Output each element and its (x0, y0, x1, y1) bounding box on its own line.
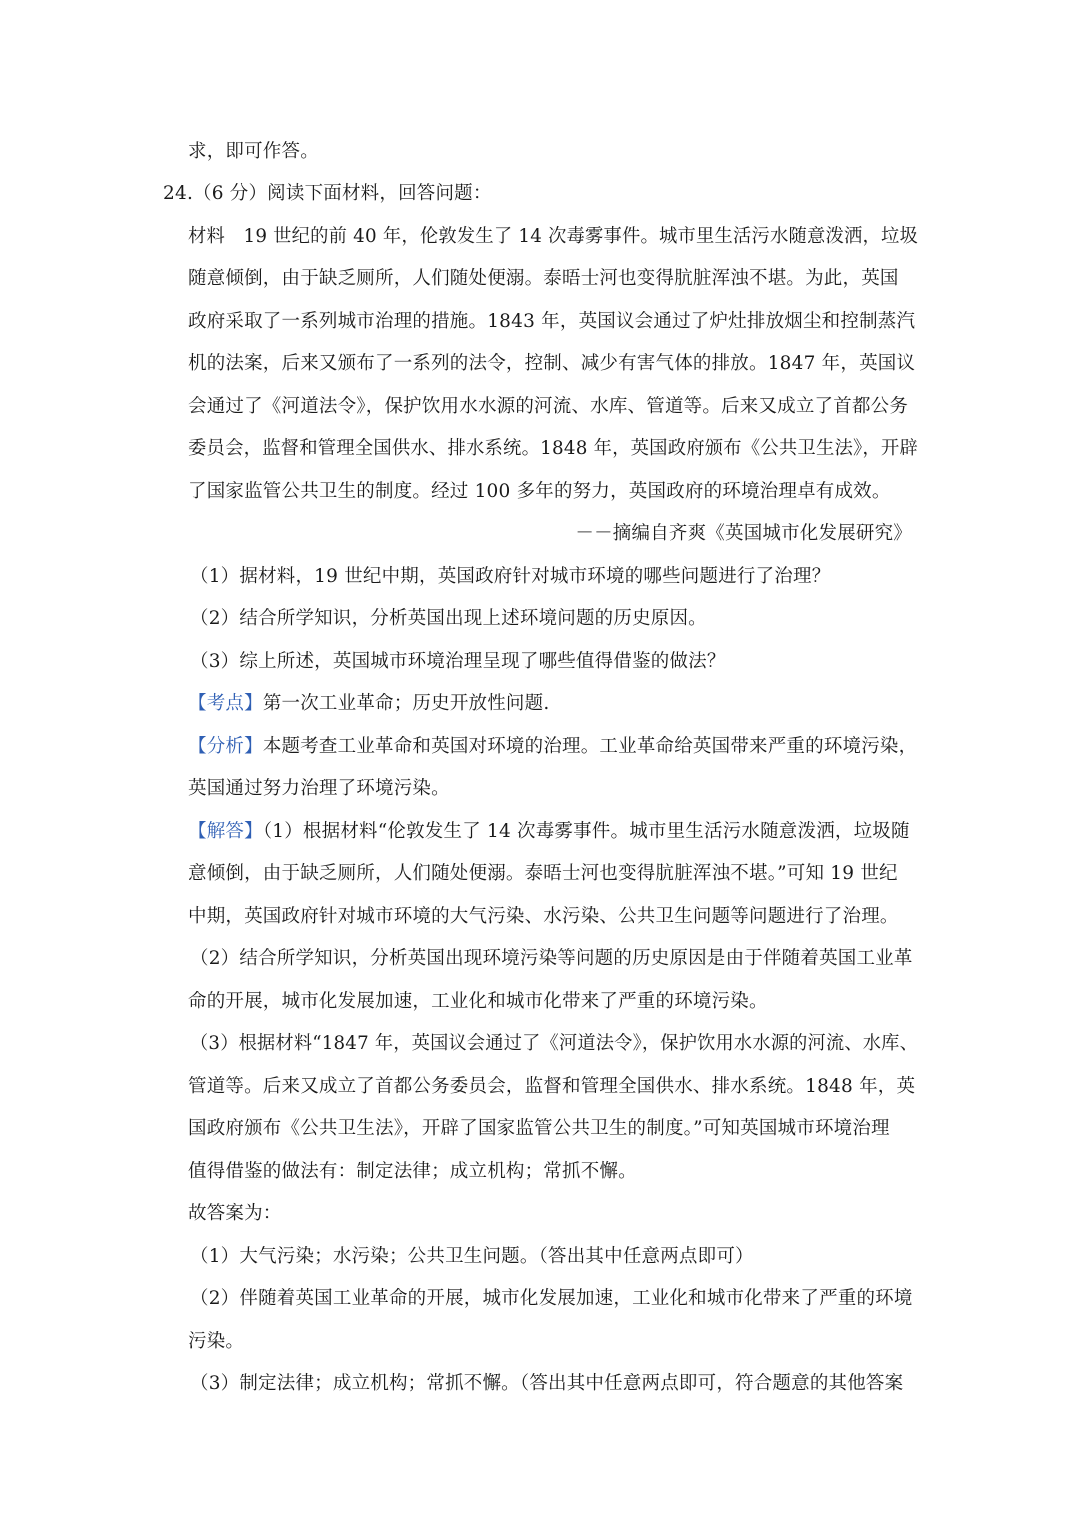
material-line-1: 材料 19 世纪的前 40 年，伦敦发生了 14 次毒雾事件。城市里生活污水随意泼洒，垃圾 (188, 226, 918, 247)
sub-question-3: （3）综上所述，英国城市环境治理呈现了哪些值得借鉴的做法？ (190, 651, 726, 672)
answer-heading: 故答案为： (188, 1203, 282, 1224)
text-line-prev-answer-end: 求，即可作答。 (188, 141, 319, 162)
answer-1: （1）大气污染；水污染；公共卫生问题。（答出其中任意两点即可） (190, 1246, 754, 1267)
material-line-5: 会通过了《河道法令》，保护饮用水水源的河流、水库、管道等。后来又成立了首都公务 (188, 396, 909, 417)
jieda-line-8: 国政府颁布《公共卫生法》，开辟了国家监管公共卫生的制度。”可知英国城市环境治理 (188, 1118, 890, 1139)
answer-2-cont: 污染。 (188, 1331, 245, 1352)
material-line-7: 了国家监管公共卫生的制度。经过 100 多年的努力，英国政府的环境治理卓有成效。 (188, 481, 891, 502)
fenxi-line-2: 英国通过努力治理了环境污染。 (188, 778, 450, 799)
answer-3: （3）制定法律；成立机构；常抓不懈。（答出其中任意两点即可，符合题意的其他答案 (190, 1373, 904, 1394)
fenxi-tag: 【分析】 (188, 736, 263, 757)
sub-question-2: （2）结合所学知识，分析英国出现上述环境问题的历史原因。 (190, 608, 707, 629)
jieda-line-6: （3）根据材料“1847 年，英国议会通过了《河道法令》，保护饮用水水源的河流、水库、 (190, 1033, 918, 1054)
sub-question-1: （1）据材料，19 世纪中期，英国政府针对城市环境的哪些问题进行了治理？ (190, 566, 831, 587)
material-source: －－摘编自齐爽《英国城市化发展研究》 (575, 523, 912, 544)
jieda-line-9: 值得借鉴的做法有：制定法律；成立机构；常抓不懈。 (188, 1161, 637, 1182)
jieda-line-3: 中期，英国政府针对城市环境的大气污染、水污染、公共卫生问题等问题进行了治理。 (188, 906, 899, 927)
jieda-line-5: 命的开展，城市化发展加速，工业化和城市化带来了严重的环境污染。 (188, 991, 768, 1012)
jieda-line-2: 意倾倒，由于缺乏厕所，人们随处便溺。泰晤士河也变得肮脏浑浊不堪。”可知 19 世纪 (188, 863, 898, 884)
kaodian-text: 第一次工业革命；历史开放性问题. (262, 693, 550, 714)
jieda-line-4: （2）结合所学知识，分析英国出现环境污染等问题的历史原因是由于伴随着英国工业革 (190, 948, 913, 969)
material-line-4: 机的法案，后来又颁布了一系列的法令，控制、减少有害气体的排放。1847 年，英国议 (188, 353, 916, 374)
jieda-tag: 【解答】 (188, 821, 263, 842)
jieda-line-7: 管道等。后来又成立了首都公务委员会，监督和管理全国供水、排水系统。1848 年，英 (188, 1076, 916, 1097)
material-line-6: 委员会，监督和管理全国供水、排水系统。1848 年，英国政府颁布《公共卫生法》，开辟 (188, 438, 918, 459)
fenxi-line (188, 734, 917, 760)
question-24-heading: 24.（6 分）阅读下面材料，回答问题： (163, 183, 492, 204)
kaodian-line (188, 691, 549, 717)
material-line-3: 政府采取了一系列城市治理的措施。1843 年，英国议会通过了炉灶排放烟尘和控制蒸汽 (188, 311, 916, 332)
kaodian-tag: 【考点】 (188, 693, 263, 714)
jieda-text: （1）根据材料“伦敦发生了 14 次毒雾事件。城市里生活污水随意泼洒，垃圾随 (262, 821, 910, 842)
fenxi-text: 本题考查工业革命和英国对环境的治理。工业革命给英国带来严重的环境污染， (262, 736, 918, 757)
material-line-2: 随意倾倒，由于缺乏厕所，人们随处便溺。泰晤士河也变得肮脏浑浊不堪。为此，英国 (188, 268, 899, 289)
jieda-line (188, 819, 910, 845)
answer-2: （2）伴随着英国工业革命的开展，城市化发展加速，工业化和城市化带来了严重的环境 (190, 1288, 913, 1309)
